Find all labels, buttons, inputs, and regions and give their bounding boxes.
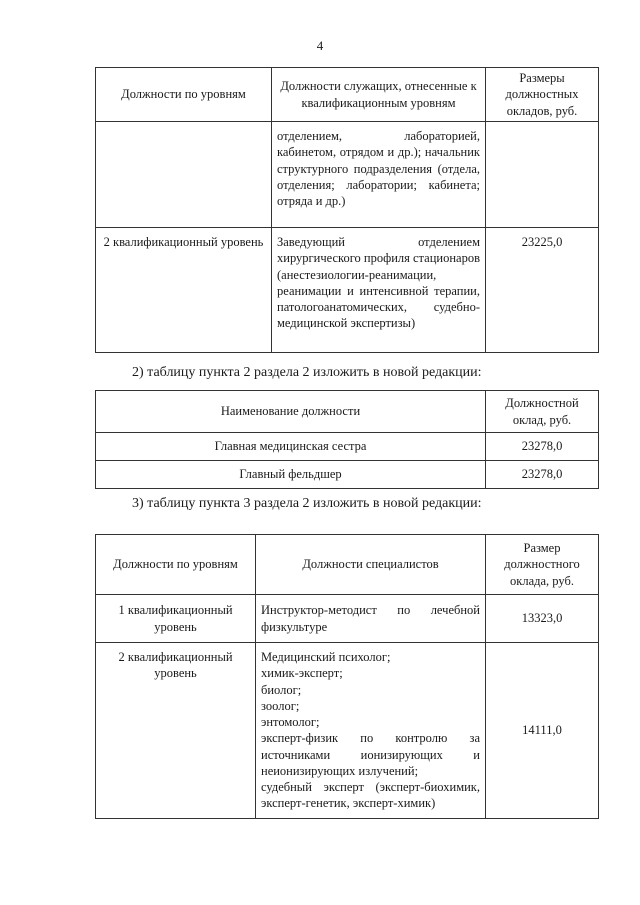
table1-continuation-salary (486, 122, 599, 228)
table3-header-positions: Должности специалистов (256, 535, 486, 595)
table2-row-name: Главная медицинская сестра (96, 433, 486, 461)
table2-row-salary: 23278,0 (486, 433, 599, 461)
specialists-table (95, 534, 599, 819)
table2-row-name: Главный фельдшер (96, 461, 486, 489)
table2-header-name: Наименование должности (96, 391, 486, 433)
table3-header-salary: Размер должностного оклада, руб. (486, 535, 599, 595)
table2-row-salary: 23278,0 (486, 461, 599, 489)
table3-row-salary: 13323,0 (486, 595, 599, 643)
table1-row-salary: 23225,0 (486, 228, 599, 353)
position-line: Медицинский психолог; (261, 650, 391, 664)
position-line: эксперт-физик по контролю за источниками ионизирующих и неионизирующих излучений; (261, 731, 480, 778)
position-line: химик-эксперт; (261, 666, 343, 681)
table3-row-level: 2 квалификационный уровень (96, 643, 256, 819)
table1-header-levels: Должности по уровням (96, 68, 272, 122)
position-line: зоолог; (261, 698, 300, 713)
table3-row-positions: Инструктор-методист по лечебной физкультуре (256, 595, 486, 643)
table3-row-salary: 14111,0 (486, 643, 599, 819)
paragraph-item-3: 3) таблицу пункта 3 раздела 2 изложить в новой редакции: (132, 496, 482, 511)
table1-continuation-text: отделением, лабораторией, кабинетом, отрядом и др.); начальник структурного подразделения (отдела, отделения; лаборатории; кабинета; отряда и др.) (272, 122, 486, 228)
table3-header-levels: Должности по уровням (96, 535, 256, 595)
positions-table-continued (95, 67, 599, 353)
table3-row-level: 1 квалификационный уровень (96, 595, 256, 643)
head-positions-table (95, 390, 599, 489)
table3-row-positions (256, 643, 486, 819)
position-line: биолог; (261, 682, 302, 697)
paragraph-item-2: 2) таблицу пункта 2 раздела 2 изложить в новой редакции: (132, 365, 482, 380)
table1-continuation-level (96, 122, 272, 228)
table-row (96, 643, 599, 819)
page-number: 4 (316, 38, 324, 53)
position-line: энтомолог; (261, 715, 320, 729)
table1-header-positions: Должности служащих, отнесенные к квалификационным уровням (272, 68, 486, 122)
table2-header-salary: Должностной оклад, руб. (486, 391, 599, 433)
table1-header-salary: Размеры должностных окладов, руб. (486, 68, 599, 122)
table-row (96, 595, 599, 643)
table-row (96, 433, 599, 461)
position-line: судебный эксперт (эксперт-биохимик, эксперт-генетик, эксперт-химик) (261, 780, 480, 811)
table-row (96, 461, 599, 489)
table1-row-positions: Заведующий отделением хирургического профиля стационаров (анестезиологии-реанимации, реанимации и интенсивной терапии, патологоанатомических, судебно-медицинской экспертизы) (272, 228, 486, 353)
table1-row-level: 2 квалификационный уровень (96, 228, 272, 353)
